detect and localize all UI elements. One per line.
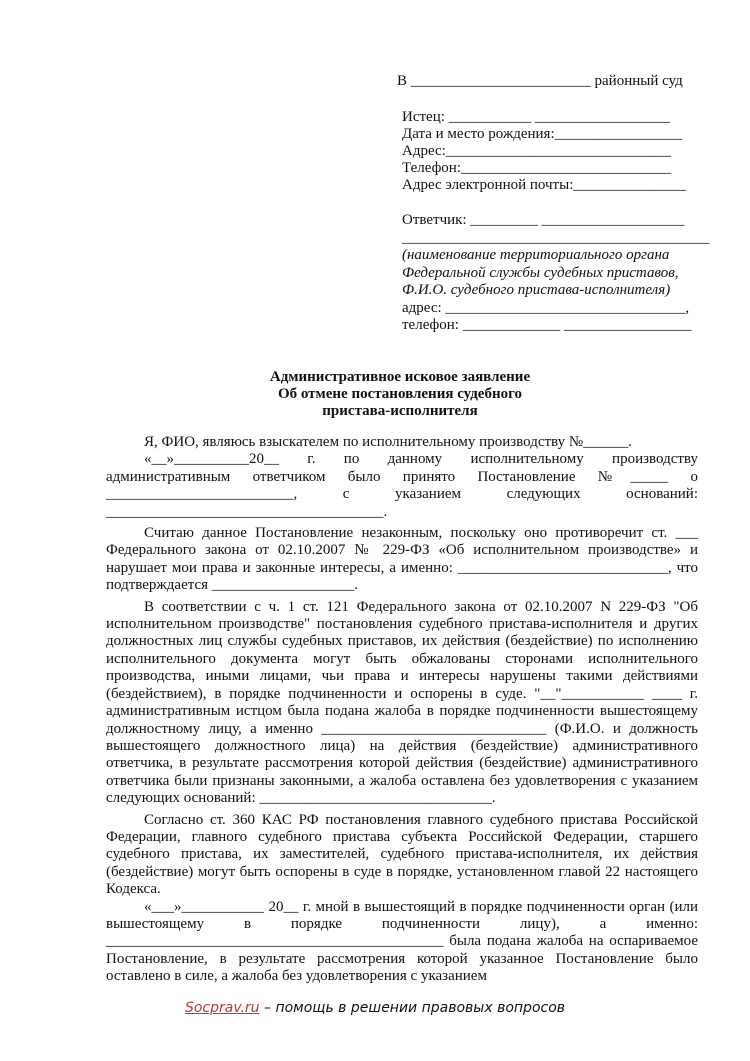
- paragraph-5: «___»___________ 20__ г. мной в вышестоящий в порядке подчиненности орган (или вышестоящему в порядке подчиненности лицу), а именно: _____________________________________________ была подана жалоба на оспариваемое Постановление, в результате рассмотрения которой указанное Постановление было оставлено в силе, а жалоба без удовлетворения с указанием: [106, 898, 698, 985]
- paragraph-1-line-4: _________________________, с указанием следующих оснований:: [106, 486, 698, 503]
- defendant-address-field: адрес: ________________________________,: [402, 300, 690, 316]
- defendant-note-1: (наименование территориального органа: [402, 247, 670, 263]
- paragraph-3: В соответствии с ч. 1 ст. 121 Федерального закона от 02.10.2007 N 229-ФЗ "Об исполнительном производстве" постановления судебного пристава-исполнителя и других должностных лиц службы судебных приставов, их действия (бездействие) по исполнению исполнительного документа могут быть обжалованы сторонами исполнительного производства, иными лицами, чьи права и интересы нарушены такими действиями (бездействием), в порядке подчиненности и оспорены в суде. "__"___________ ____ г. административным истцом была подана жалоба в порядке подчиненности вышестоящему должностному лицу, а именно ______________________________ (Ф.И.О. и должность вышестоящего должностного лица) на действия (бездействие) административного ответчика, в результате рассмотрения которой действия (бездействие) административного ответчика были признаны законными, а жалоба оставлена без удовлетворения с указанием следующих оснований: _______________________________.: [106, 598, 698, 807]
- paragraph-1-line-5: _____________________________________.: [106, 503, 388, 520]
- paragraph-1-line-3: административным ответчиком было принято Постановление №_____ о: [106, 468, 698, 485]
- address-field: Адрес:______________________________: [402, 143, 671, 159]
- defendant-line: _________________________________________: [402, 230, 710, 246]
- plaintiff-field: Истец: ___________ __________________: [402, 109, 670, 125]
- footer-text: – помощь в решении правовых вопросов: [259, 1000, 566, 1016]
- paragraph-1-line-1: Я, ФИО, являюсь взыскателем по исполнительному производству №______.: [144, 434, 632, 450]
- paragraph-2: Считаю данное Постановление незаконным, поскольку оно противоречит ст. ___ Федерального закона от 02.10.2007 № 229-ФЗ «Об исполнительном производстве» и нарушает мои права и законные интересы, а именно: ____________________________, что подтверждается ___________________.: [106, 525, 698, 594]
- paragraph-4: Согласно ст. 360 КАС РФ постановления главного судебного пристава Российской Федерации, главного судебного пристава субъекта Российской Федерации, старшего судебного пристава, их заместителей, судебного пристава-исполнителя, их действия (бездействие) могут быть оспорены в суде в порядке, установленном главой 22 настоящего Кодекса.: [106, 811, 698, 898]
- email-field: Адрес электронной почты:_______________: [402, 177, 686, 193]
- document-subtitle-2: пристава-исполнителя: [322, 403, 478, 419]
- paragraph-1-line-2: «__»__________20__ г. по данному исполнительному производству: [144, 451, 698, 468]
- court-line: В ________________________ районный суд: [397, 73, 683, 89]
- defendant-field: Ответчик: _________ ___________________: [402, 212, 685, 228]
- document-subtitle-1: Об отмене постановления судебного: [277, 386, 523, 402]
- phone-field: Телефон:____________________________: [402, 160, 671, 176]
- birth-field: Дата и место рождения:_________________: [402, 126, 683, 142]
- page-footer: [0, 1000, 750, 1016]
- defendant-note-3: Ф.И.О. судебного пристава-исполнителя): [402, 282, 671, 298]
- defendant-phone-field: телефон: _____________ _________________: [402, 317, 692, 333]
- document-body: [106, 434, 698, 986]
- footer-brand-link[interactable]: Socprav.ru: [184, 1000, 260, 1016]
- document-title: Административное исковое заявление: [269, 369, 531, 385]
- defendant-note-2: Федеральной службы судебных приставов,: [402, 265, 679, 281]
